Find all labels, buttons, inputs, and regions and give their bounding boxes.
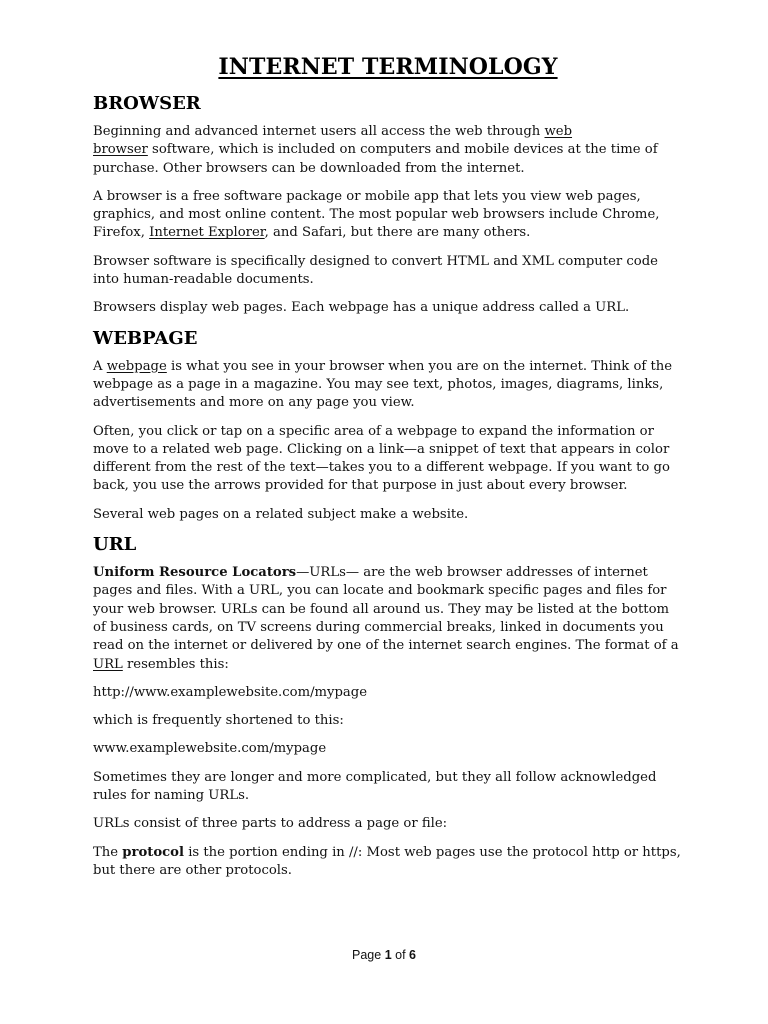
- browser-p1-text-before: Beginning and advanced internet users all access the web through: [93, 124, 545, 139]
- webpage-paragraph-2: Often, you click or tap on a specific area of a webpage to expand the information or move to a related web page. Clicking on a link—a snippet of text that appears in color different from the rest of the text—takes you to a different webpage. If you want to go back, you use the arrows provided for that purpose in just about every browser.: [93, 423, 670, 494]
- url-p5-text-after: is the portion ending in //: Most web pages use the protocol http or https, but there are other protocols.: [93, 844, 681, 878]
- url-p1-text-after: resembles this:: [122, 656, 229, 672]
- page-footer: [0, 948, 768, 962]
- url-paragraph-3: Sometimes they are longer and more complicated, but they all follow acknowledged rules for naming URLs.: [93, 769, 657, 804]
- browser-paragraph-4: Browsers display web pages. Each webpage has a unique address called a URL.: [93, 300, 630, 316]
- webpage-paragraph-1: [93, 358, 683, 413]
- section-heading-browser: BROWSER: [93, 93, 201, 114]
- browser-paragraph-2: [93, 188, 683, 243]
- browser-p1-text-after: software, which is included on computers and mobile devices at the time of purchase. Other browsers can be downloaded from the internet.: [93, 142, 658, 176]
- url-p5-text-before: The: [93, 844, 123, 860]
- url-paragraph-5: [93, 844, 683, 881]
- section-heading-url: URL: [93, 534, 137, 556]
- webpage-link[interactable]: webpage: [106, 358, 167, 374]
- url-example-full: http://www.examplewebsite.com/mypage: [93, 684, 368, 700]
- url-paragraph-4: URLs consist of three parts to address a page or file:: [93, 816, 448, 832]
- webpage-paragraph-3: Several web pages on a related subject make a website.: [93, 506, 469, 522]
- url-paragraph-1: [93, 564, 683, 674]
- browser-paragraph-1: [93, 123, 683, 178]
- browser-paragraph-3: Browser software is specifically designed to convert HTML and XML computer code into human-readable documents.: [93, 253, 658, 288]
- web-link-word[interactable]: web: [544, 124, 573, 139]
- webpage-p1-text-after: is what you see in your browser when you are on the internet. Think of the webpage as a page in a magazine. You may see text, photos, images, diagrams, links, advertisements and more on any page you view.: [93, 358, 673, 411]
- url-p1-text-mid: —URLs— are the web browser addresses of internet pages and files. With a URL, you can locate and bookmark specific pages and files for your web browser. URLs can be found all around us. They may be listed at the bottom of business cards, on TV screens during commercial breaks, linked in documents you read on the internet or delivered by one of the internet search engines. The format of a: [93, 565, 679, 654]
- url-paragraph-2: which is frequently shortened to this:: [93, 713, 344, 729]
- internet-explorer-link[interactable]: Internet Explorer: [149, 225, 265, 241]
- browser-p2-text-after: , and Safari, but there are many others.: [264, 225, 531, 241]
- document-title: INTERNET TERMINOLOGY: [218, 54, 558, 80]
- protocol-term-bold: protocol: [122, 844, 184, 860]
- browser-link-word[interactable]: browser: [93, 142, 148, 158]
- url-term-bold: Uniform Resource Locators: [93, 565, 297, 581]
- footer-current-page: 1: [384, 948, 392, 962]
- section-heading-webpage: WEBPAGE: [93, 327, 198, 349]
- webpage-p1-text-before: A: [93, 358, 107, 374]
- document-page: [93, 54, 683, 890]
- url-example-short: www.examplewebsite.com/mypage: [93, 741, 327, 757]
- browser-p2-text-before: A browser is a free software package or mobile app that lets you view web pages, graphics, and most online content. The most popular web browsers include Chrome, Firefox,: [93, 188, 660, 241]
- footer-total-pages: 6: [409, 948, 416, 962]
- footer-of-word: of: [395, 948, 406, 962]
- footer-page-word: Page: [352, 948, 382, 962]
- url-link[interactable]: URL: [93, 656, 123, 672]
